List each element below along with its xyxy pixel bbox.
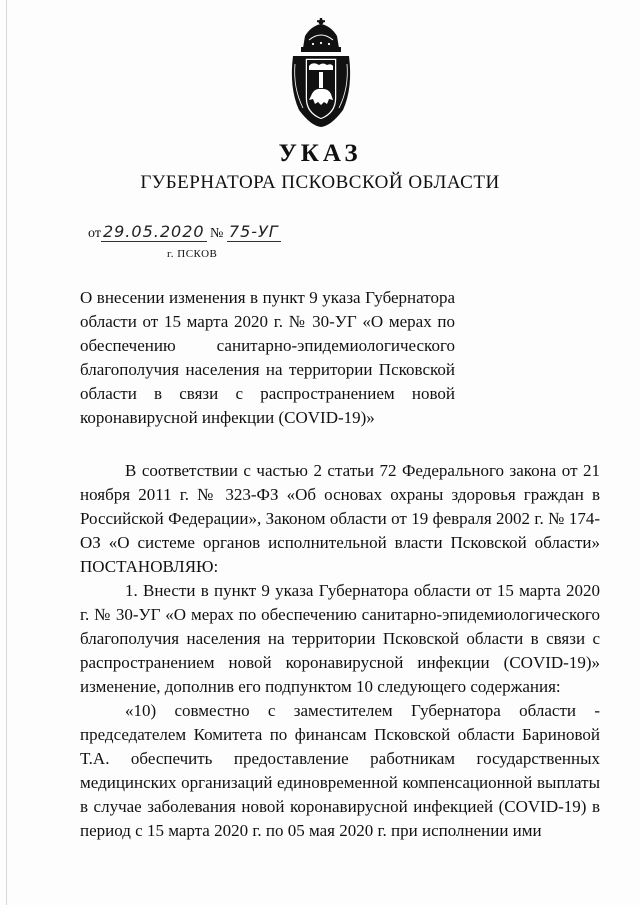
document-subtitle: ГУБЕРНАТОРА ПСКОВСКОЙ ОБЛАСТИ <box>140 172 500 193</box>
date-number-line <box>88 222 281 242</box>
subclause-10-paragraph: «10) совместно с заместителем Губернатора области - председателем Комитета по финансам Псковской области Бариновой Т.А. обеспечить предоставление работникам государственных медицинских организаций единовременной компенсационной выплаты в случае заболевания новой коронавирусной инфекцией (COVID-19) в период с 15 марта 2020 г. по 05 мая 2020 г. при исполнении ими <box>80 701 600 840</box>
city-label: г. ПСКОВ <box>167 248 218 260</box>
scan-edge-line <box>6 0 7 905</box>
handwritten-number: 75-УГ <box>228 222 279 241</box>
coat-of-arms-emblem <box>281 18 361 128</box>
decree-body <box>80 459 600 843</box>
document-title: УКАЗ <box>278 140 362 167</box>
crown-icon <box>301 18 341 52</box>
preamble-paragraph: В соответствии с частью 2 статьи 72 Федерального закона от 21 ноября 2011 г. № 323-ФЗ «Об основах охраны здоровья граждан в Российской Федерации», Законом области от 19 февраля 2002 г. № 174-ОЗ «О системе органов исполнительной власти Псковской области» ПОСТАНОВЛЯЮ: <box>80 461 600 576</box>
date-prefix: от <box>88 226 101 241</box>
number-prefix: № <box>210 226 224 241</box>
clause-1-paragraph: 1. Внести в пункт 9 указа Губернатора области от 15 марта 2020 г. № 30-УГ «О мерах по обеспечению санитарно-эпидемиологического благополучия населения на территории Псковской области в связи с распространением новой коронавирусной инфекции (COVID-19)» изменение, дополнив его подпунктом 10 следующего содержания: <box>80 581 600 696</box>
decree-subject: О внесении изменения в пункт 9 указа Губернатора области от 15 марта 2020 г. № 30-УГ «О мерах по обеспечению санитарно-эпидемиологического благополучия населения на территории Псковской области в связи с распространением новой коронавирусной инфекции (COVID-19)» <box>80 288 455 427</box>
handwritten-date: 29.05.2020 <box>102 222 205 241</box>
